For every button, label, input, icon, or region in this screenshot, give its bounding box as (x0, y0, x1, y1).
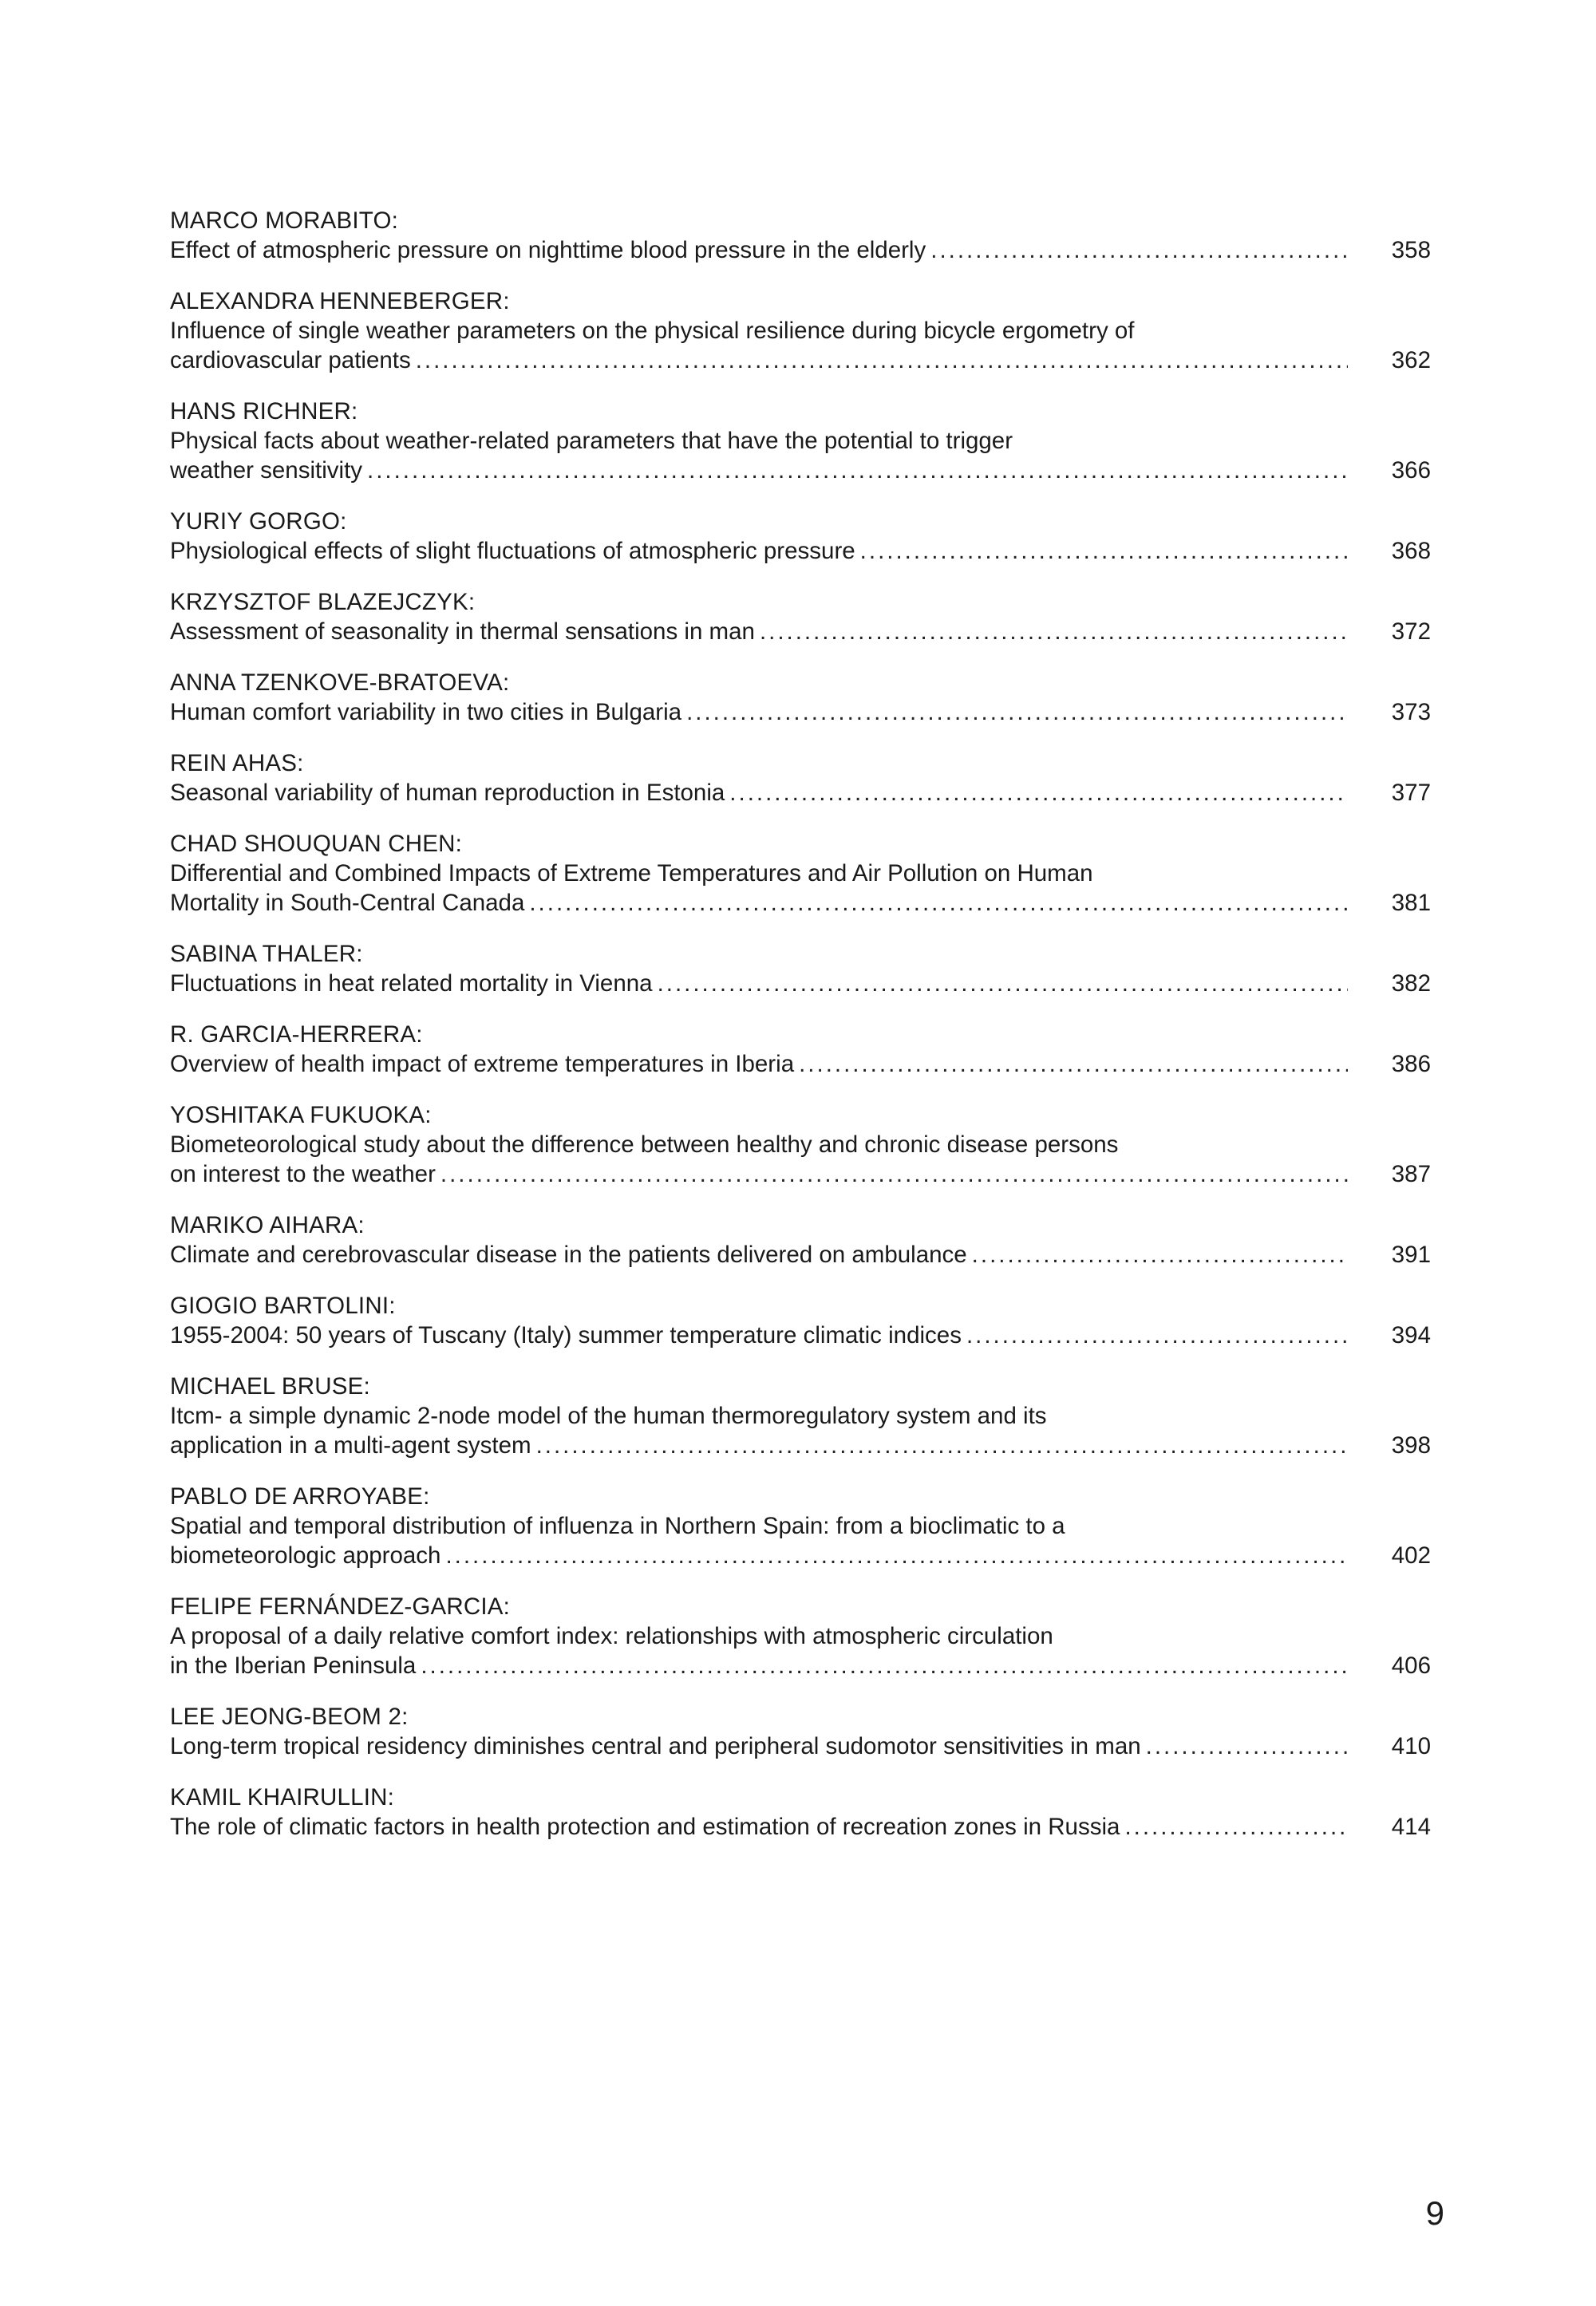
entry-author: REIN AHAS: (170, 750, 304, 776)
entry-author: PABLO DE ARROYABE: (170, 1483, 430, 1510)
dot-leader (860, 536, 1348, 566)
entry-title-last-line (170, 1049, 1431, 1079)
entry-author: ALEXANDRA HENNEBERGER: (170, 288, 510, 314)
entry-page-number: 358 (1391, 237, 1431, 263)
table-of-contents (170, 206, 1431, 1863)
entry-author: ANNA TZENKOVE-BRATOEVA: (170, 669, 510, 696)
dot-leader (367, 456, 1348, 485)
entry-title-line: Biometeorological study about the difference between healthy and chronic disease persons (170, 1131, 1119, 1158)
entry-title-text: Physiological effects of slight fluctuations of atmospheric pressure (170, 538, 855, 564)
dot-leader (440, 1159, 1348, 1189)
toc-entry (170, 1210, 1431, 1269)
entry-title-last-line (170, 536, 1431, 566)
toc-entry (170, 587, 1431, 646)
toc-entry (170, 1100, 1431, 1189)
entry-title-text: weather sensitivity (170, 457, 363, 484)
entry-title-text: in the Iberian Peninsula (170, 1653, 417, 1679)
entry-page-number: 398 (1391, 1432, 1431, 1459)
dot-leader (760, 617, 1348, 646)
dot-leader (445, 1541, 1348, 1570)
entry-title-line: Differential and Combined Impacts of Extreme Temperatures and Air Pollution on Human (170, 860, 1093, 886)
entry-title-text: Climate and cerebrovascular disease in the patients delivered on ambulance (170, 1242, 967, 1268)
dot-leader (930, 235, 1348, 265)
entry-author: CHAD SHOUQUAN CHEN: (170, 831, 463, 857)
entry-title-last-line (170, 969, 1431, 998)
dot-leader (536, 1431, 1348, 1460)
entry-page-number: 387 (1391, 1161, 1431, 1187)
entry-title-text: application in a multi-agent system (170, 1432, 531, 1459)
entry-page-number: 410 (1391, 1733, 1431, 1759)
entry-title-last-line (170, 617, 1431, 646)
entry-author: KAMIL KHAIRULLIN: (170, 1784, 394, 1810)
entry-author: YOSHITAKA FUKUOKA: (170, 1102, 432, 1128)
entry-title-last-line (170, 346, 1431, 375)
toc-entry (170, 286, 1431, 375)
entry-title-text: biometeorologic approach (170, 1542, 441, 1569)
entry-title-text: Human comfort variability in two cities in Bulgaria (170, 699, 682, 725)
entry-title-line: Physical facts about weather-related parameters that have the potential to trigger (170, 428, 1013, 454)
entry-title-text: on interest to the weather (170, 1161, 436, 1187)
entry-title-last-line (170, 1321, 1431, 1350)
entry-title-text: Assessment of seasonality in thermal sensations in man (170, 618, 755, 645)
page-number: 9 (1425, 2194, 1444, 2232)
dot-leader (1146, 1731, 1348, 1761)
toc-entry (170, 1592, 1431, 1680)
entry-title-last-line (170, 1812, 1431, 1842)
dot-leader (799, 1049, 1348, 1079)
entry-title-text: Overview of health impact of extreme temperatures in Iberia (170, 1051, 795, 1077)
toc-entry (170, 1702, 1431, 1761)
entry-title-last-line (170, 888, 1431, 918)
entry-title-last-line (170, 235, 1431, 265)
entry-author: HANS RICHNER: (170, 398, 358, 424)
entry-page-number: 382 (1391, 970, 1431, 997)
toc-entry (170, 829, 1431, 918)
entry-page-number: 377 (1391, 780, 1431, 806)
entry-author: MARIKO AIHARA: (170, 1212, 365, 1238)
entry-page-number: 366 (1391, 457, 1431, 484)
toc-entry (170, 206, 1431, 265)
entry-title-line: A proposal of a daily relative comfort index: relationships with atmospheric circulation (170, 1623, 1053, 1649)
entry-title-text: The role of climatic factors in health protection and estimation of recreation zones in Russia (170, 1814, 1120, 1840)
entry-title-line: Spatial and temporal distribution of influenza in Northern Spain: from a bioclimatic to a (170, 1513, 1065, 1539)
entry-page-number: 394 (1391, 1322, 1431, 1348)
dot-leader (416, 346, 1348, 375)
entry-title-last-line (170, 1651, 1431, 1680)
entry-author: FELIPE FERNÁNDEZ-GARCIA: (170, 1593, 511, 1620)
toc-entry (170, 1482, 1431, 1570)
entry-title-text: Long-term tropical residency diminishes central and peripheral sudomotor sensitivities in man (170, 1733, 1141, 1759)
dot-leader (658, 969, 1348, 998)
entry-page-number: 372 (1391, 618, 1431, 645)
entry-author: KRZYSZTOF BLAZEJCZYK: (170, 589, 476, 615)
dot-leader (686, 697, 1348, 727)
toc-entry (170, 397, 1431, 485)
toc-entry (170, 1291, 1431, 1350)
entry-page-number: 406 (1391, 1653, 1431, 1679)
toc-entry (170, 1372, 1431, 1460)
dot-leader (966, 1321, 1348, 1350)
toc-entry (170, 668, 1431, 727)
entry-title-last-line (170, 778, 1431, 807)
entry-page-number: 402 (1391, 1542, 1431, 1569)
entry-page-number: 362 (1391, 347, 1431, 373)
entry-title-last-line (170, 1731, 1431, 1761)
entry-page-number: 381 (1391, 890, 1431, 916)
dot-leader (972, 1240, 1348, 1269)
entry-title-line: Influence of single weather parameters on the physical resilience during bicycle ergometry of (170, 318, 1135, 344)
dot-leader (1124, 1812, 1348, 1842)
entry-page-number: 391 (1391, 1242, 1431, 1268)
entry-title-text: Effect of atmospheric pressure on nighttime blood pressure in the elderly (170, 237, 926, 263)
entry-page-number: 386 (1391, 1051, 1431, 1077)
entry-author: MICHAEL BRUSE: (170, 1373, 370, 1400)
entry-author: LEE JEONG-BEOM 2: (170, 1704, 409, 1730)
toc-entry (170, 939, 1431, 998)
dot-leader (729, 778, 1348, 807)
entry-author: YURIY GORGO: (170, 508, 347, 535)
entry-title-last-line (170, 1541, 1431, 1570)
toc-entry (170, 1020, 1431, 1079)
entry-title-text: Seasonal variability of human reproduction in Estonia (170, 780, 725, 806)
entry-title-last-line (170, 1159, 1431, 1189)
entry-author: MARCO MORABITO: (170, 207, 399, 234)
entry-title-last-line (170, 697, 1431, 727)
entry-title-text: 1955-2004: 50 years of Tuscany (Italy) summer temperature climatic indices (170, 1322, 962, 1348)
toc-entry (170, 1783, 1431, 1842)
entry-author: R. GARCIA-HERRERA: (170, 1021, 423, 1048)
entry-title-text: Fluctuations in heat related mortality in Vienna (170, 970, 653, 997)
toc-entry (170, 507, 1431, 566)
entry-title-last-line (170, 1240, 1431, 1269)
entry-title-last-line (170, 1431, 1431, 1460)
entry-title-last-line (170, 456, 1431, 485)
entry-page-number: 368 (1391, 538, 1431, 564)
toc-entry (170, 748, 1431, 807)
dot-leader (529, 888, 1348, 918)
dot-leader (421, 1651, 1348, 1680)
entry-page-number: 414 (1391, 1814, 1431, 1840)
entry-author: SABINA THALER: (170, 941, 363, 967)
entry-title-text: cardiovascular patients (170, 347, 411, 373)
entry-title-text: Mortality in South-Central Canada (170, 890, 525, 916)
entry-page-number: 373 (1391, 699, 1431, 725)
entry-title-line: Itcm- a simple dynamic 2-node model of the human thermoregulatory system and its (170, 1403, 1047, 1429)
entry-author: GIOGIO BARTOLINI: (170, 1293, 396, 1319)
